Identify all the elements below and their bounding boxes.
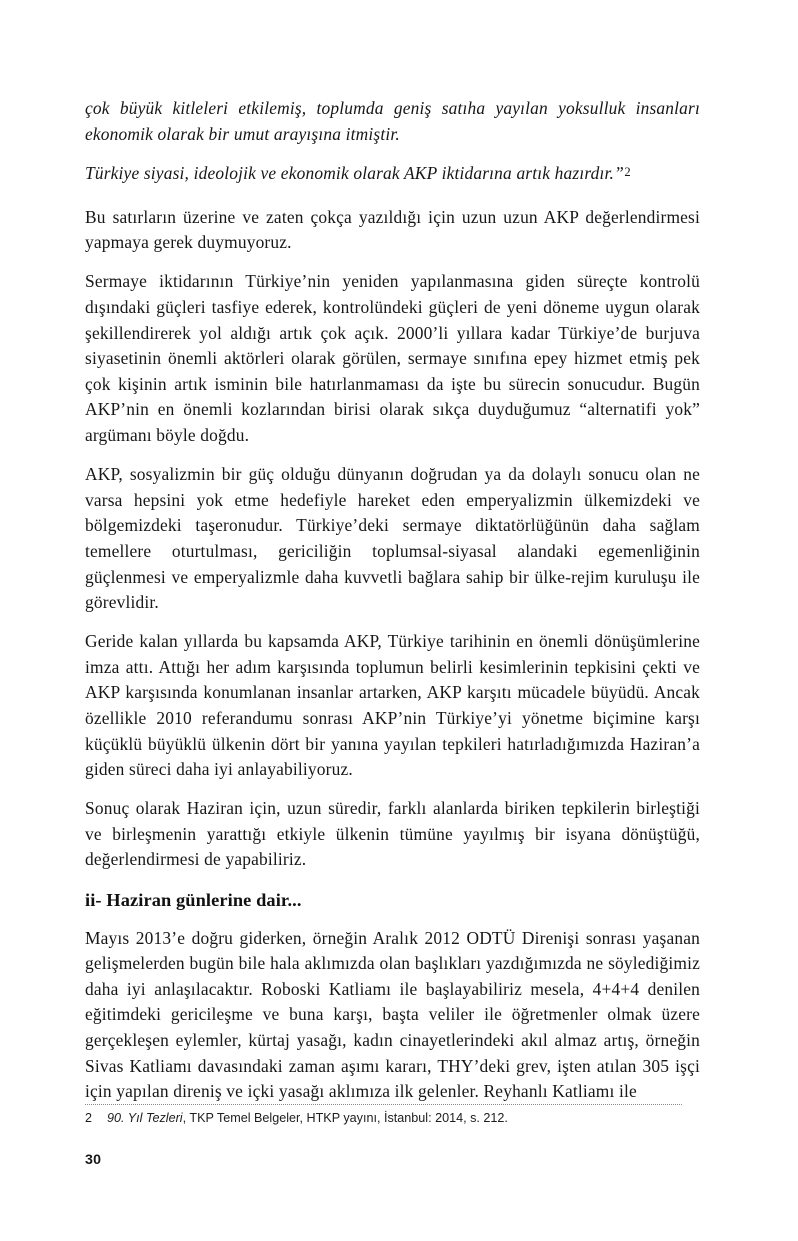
footnote-source-details: , TKP Temel Belgeler, HTKP yayını, İstanbul: 2014, s. 212. (182, 1111, 508, 1125)
footnote-source-title: 90. Yıl Tezleri (107, 1111, 183, 1125)
section-heading: ii- Haziran günlerine dair... (85, 889, 302, 910)
block-quote-text: Türkiye siyasi, ideolojik ve ekonomik olarak AKP iktidarına artık hazırdır.” (85, 163, 624, 184)
body-paragraph-5: Sonuç olarak Haziran için, uzun süredir, farklı alanlarda biriken tepkilerin birleştiği ve birleşmenin yarattığı etkiyle ülkenin tümüne yayılmış bir isyana dönüştüğü, değerlendirmesi de yapabiliriz. (85, 798, 700, 870)
page-number: 30 (85, 1152, 102, 1168)
footnote-reference-marker[interactable]: 2 (624, 165, 631, 180)
text-column (85, 96, 700, 1118)
body-paragraph-6: Mayıs 2013’e doğru giderken, örneğin Aralık 2012 ODTÜ Direnişi sonrası yaşanan gelişmelerden bugün bile hala aklımızda olan başlıkları yazdığımızda ne söylediğimiz daha iyi anlaşılacaktır. Roboski Katliamı ile başlayabiliriz mesela, 4+4+4 denilen eğitimdeki gericileşme ve buna karşı, başta veliler ile öğretmenler olmak üzere gerçekleşen eylemler, kürtaj yasağı, kadın cinayetlerindeki akıl almaz artış, örneğin Sivas Katliamı davasındaki zaman aşımı kararı, THY’deki grev, işten atılan 305 işçi için yapılan direniş ve içki yasağı aklımıza ilk gelenler. Reyhanlı Katliamı ile (85, 927, 700, 1102)
body-paragraph-4: Geride kalan yıllarda bu kapsamda AKP, Türkiye tarihinin en önemli dönüşümlerine imza attı. Attığı her adım karşısında toplumun belirli kesimlerinin tepkisini çekti ve AKP karşısında konumlanan insanlar artarken, AKP karşıtı mücadele büyüdü. Ancak özellikle 2010 referandumu sonrası AKP’nin Türkiye’yi yönetme biçimine karşı küçüklü büyüklü ülkenin dört bir yanına yayılan tepkileri hatırladığımızda Haziran’a giden süreci daha iyi anlayabiliyoruz. (85, 631, 700, 780)
body-paragraph-1: Bu satırların üzerine ve zaten çokça yazıldığı için uzun uzun AKP değerlendirmesi yapmaya gerek duymuyoruz. (85, 206, 700, 253)
body-paragraph-2: Sermaye iktidarının Türkiye’nin yeniden yapılanmasına giden süreçte kontrolü dışındaki güçleri tasfiye ederek, kontrolündeki güçleri de yeni döneme uygun olarak şekillendirerek yol aldığı artık çok açık. 2000’li yıllara kadar Türkiye’de burjuva siyasetinin önemli aktörleri olarak görülen, sermaye sınıfına epey hizmet etmiş pek çok kişinin artık isminin bile hatırlanmaması da işte bu sürecin sonucudur. Bugün AKP’nin en önemli kozlarından birisi olarak sıkça duyduğumuz “alternatifi yok” argümanı böyle doğdu. (85, 271, 700, 446)
block-quote-paragraph-2 (85, 161, 700, 189)
footnote-area (85, 1104, 700, 1127)
footnote-separator-rule (85, 1104, 682, 1105)
footnote-number: 2 (85, 1111, 93, 1125)
body-paragraph-3: AKP, sosyalizmin bir güç olduğu dünyanın doğrudan ya da dolaylı sonucu olan ne varsa hepsini yok etme hedefiyle hareket eden emperyalizmin ülkemizdeki ve bölgemizdeki taşeronudur. Türkiye’deki sermaye diktatörlüğünün daha sağlam temellere oturtulması, gericiliğin toplumsal-siyasal alandaki egemenliğinin güçlenmesi ve emperyalizmle daha kuvvetli bağlara sahip bir ülke-rejim kuruluşu ile görevlidir. (85, 464, 700, 613)
block-quote-paragraph-1: çok büyük kitleleri etkilemiş, toplumda geniş satıha yayılan yoksulluk insanları ekonomik olarak bir umut arayışına itmiştir. (85, 98, 700, 144)
footnote-entry (85, 1110, 700, 1127)
